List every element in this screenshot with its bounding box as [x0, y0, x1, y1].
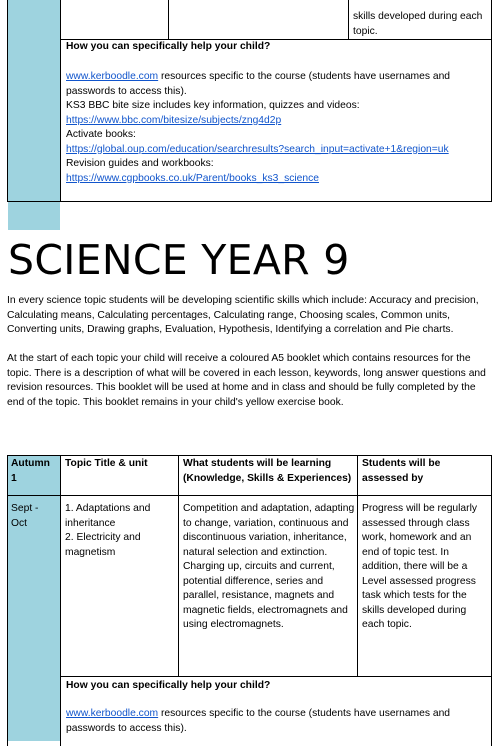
row-learning [183, 502, 355, 633]
page-title: SCIENCE YEAR 9 [8, 236, 350, 284]
row-term: Sept - Oct [11, 503, 39, 529]
top-frag-inner-div2 [348, 0, 349, 40]
activate-label: Activate books: [66, 129, 136, 140]
top-frag-col-divider [60, 0, 61, 202]
intro-paragraph-2: At the start of each topic your child will receive a coloured A5 booklet which contains resources for the topic. There is a description of what will be covered in each lesson, keywords, long answer questions and revision resources. This booklet will be used at home and in class and should be fully completed by the end of the topic. This booklet remains in your child's yellow exercise book. [7, 353, 486, 408]
table-help-heading: How you can specifically help your child? [66, 680, 271, 691]
table-top-border [7, 455, 492, 456]
term-left-column [8, 496, 60, 741]
table-col-divider-1 [60, 455, 61, 746]
table-col-divider-2 [178, 455, 179, 677]
kerboodle-line [66, 70, 484, 99]
top-frag-bottom-border [7, 201, 492, 202]
top-help-content [66, 70, 484, 186]
top-table-left-column [8, 0, 60, 201]
table-kerboodle-link[interactable]: www.kerboodle.com [66, 708, 159, 719]
activate-link[interactable]: https://global.oup.com/education/searchresults?search_input=activate+1&region=uk [66, 143, 449, 155]
header-term: Autumn 1 [11, 458, 50, 484]
table-header-bottom-border [7, 495, 492, 496]
top-frag-left-border [7, 0, 8, 202]
table-help-content [66, 707, 484, 736]
table-row-bottom-border [60, 676, 492, 677]
top-help-heading: How you can specifically help your child? [66, 41, 271, 52]
table-col-divider-3 [357, 455, 358, 677]
cgp-link[interactable]: https://www.cgpbooks.co.uk/Parent/books_ks3_science [66, 172, 319, 184]
table-right-border [491, 455, 492, 746]
revision-label: Revision guides and workbooks: [66, 158, 214, 169]
kerboodle-link[interactable]: www.kerboodle.com [66, 71, 159, 82]
top-frag-right-border [491, 0, 492, 202]
header-assessment: Students will be assessed by [362, 458, 441, 484]
row-assessment: Progress will be regularly assessed through class work, homework and an end of topic test. In addition, there will be a Level assessed progress task which tests for the skills developed during each topic. [362, 503, 478, 630]
top-spacer-block [8, 201, 60, 230]
header-topic: Topic Title & unit [65, 458, 148, 469]
intro-paragraph-1: In every science topic students will be developing scientific skills which include: Accuracy and precision, Calculating means, Calculating percentages, Calculating range, Choosing scales, Common units, Converting units, Drawing graphs, Evaluation, Hypothesis, Identifying a correlation and Pie charts. [7, 295, 479, 335]
kerboodle-desc: resources specific to the course (students have usernames and passwords to access this). [66, 71, 451, 97]
top-assessment-tail: skills developed during each topic. [353, 11, 483, 37]
top-frag-inner-div1 [168, 0, 169, 40]
learning-physics: Charging up, circuits and current, potential difference, series and parallel, resistance, magnets and magnetic fields, electromagnets and using electromagnets. [183, 561, 348, 630]
header-learning: What students will be learning (Knowledge, Skills & Experiences) [183, 458, 352, 484]
bbc-link[interactable]: https://www.bbc.com/bitesize/subjects/zng4d2p [66, 114, 282, 126]
learning-biology: Competition and adaptation, adapting to change, variation, continuous and discontinuous variation, inheritance, natural selection and extinction. [183, 503, 355, 558]
table-kerboodle-desc: resources specific to the course (students have usernames and passwords to access this). [66, 708, 451, 734]
table-left-border [7, 455, 8, 746]
row-topics: 1. Adaptations and inheritance 2. Electricity and magnetism [65, 503, 151, 558]
bbc-desc: KS3 BBC bite size includes key information, quizzes and videos: [66, 100, 360, 111]
